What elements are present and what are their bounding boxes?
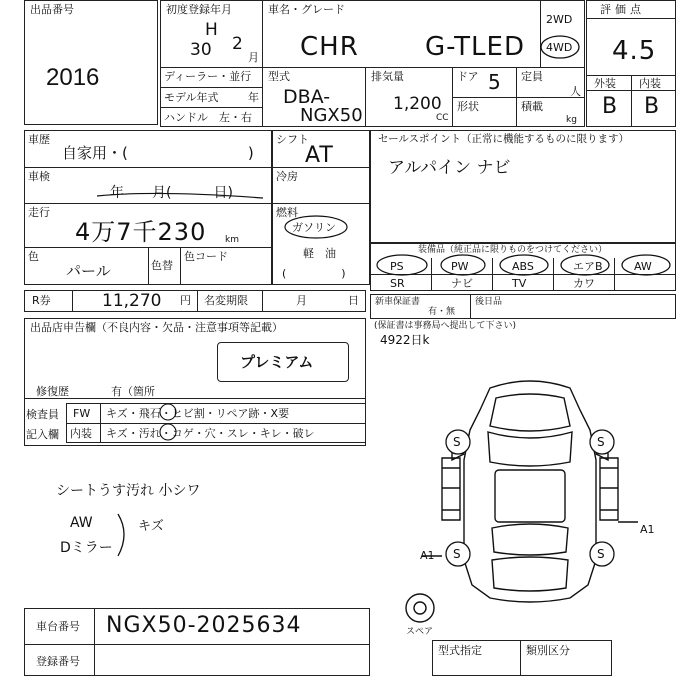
- fw-marks: [150, 402, 190, 442]
- equipment-item: SR: [390, 277, 405, 290]
- note-bracket: [110, 512, 140, 558]
- equipment-item: カワ: [573, 277, 595, 290]
- color-code-label: 色コード: [184, 250, 228, 263]
- mileage-label: 走行: [28, 206, 50, 219]
- yen-unit: 円: [180, 294, 191, 307]
- equipment-item: PW: [451, 260, 469, 273]
- inspection-strike: [95, 186, 265, 206]
- inspector-label-2: 記入欄: [26, 428, 59, 441]
- capacity-label: 定員: [521, 70, 543, 83]
- fw-items: キズ・飛石・ヒビ割・リペア跡・X要: [106, 407, 290, 420]
- doors-label: ドア: [457, 70, 479, 83]
- name-grade-label: 車名・グレード: [268, 3, 345, 16]
- spare-label: スペア: [406, 627, 434, 637]
- equipment-item: TV: [512, 277, 527, 290]
- interior-items: キズ・汚れ・コゲ・穴・スレ・キレ・破レ: [106, 427, 315, 440]
- premium-stamp: プレミアム: [240, 353, 314, 371]
- load-label: 積載: [521, 100, 543, 113]
- mileage-unit: km: [225, 235, 239, 245]
- wheel-mark-fl: S: [453, 435, 461, 449]
- recycle-label: R券: [32, 294, 51, 307]
- capacity-unit: 人: [570, 85, 581, 98]
- drive-4wd-circle: [540, 34, 580, 60]
- warranty-note-value: 4922日k: [380, 333, 430, 347]
- model-year-label: モデル年式: [164, 91, 219, 104]
- drive-2wd: 2WD: [546, 13, 573, 26]
- interior-value: B: [644, 94, 661, 119]
- inspection-label: 車検: [28, 170, 50, 183]
- repair-label: 修復歴: [36, 385, 69, 398]
- fuel-gasoline: ガソリン: [292, 221, 336, 234]
- name-change-month: 月: [296, 294, 307, 307]
- recycle-value: 11,270: [102, 291, 162, 311]
- type-value-2: NGX50: [300, 105, 363, 126]
- score-value: 4.5: [612, 36, 657, 66]
- sales-point-box: [370, 130, 676, 243]
- load-unit: kg: [566, 115, 577, 125]
- equipment-circles: [370, 250, 680, 280]
- equipment-label: 装備品（純正品に限りものをつけてください）: [418, 245, 608, 255]
- handle-label: ハンドル 左・右: [164, 111, 252, 124]
- note-line1: シートうす汚れ 小シワ: [56, 483, 201, 499]
- first-reg-year: 30: [190, 40, 212, 60]
- a1-left: A1: [420, 549, 435, 562]
- color-swap-label: 色替: [151, 259, 173, 272]
- after-date-label: 後日品: [475, 297, 503, 307]
- note-mirror: Dミラー: [60, 540, 113, 556]
- lot-box: [24, 0, 158, 125]
- car-name: CHR: [300, 32, 359, 62]
- wheel-mark-rl: S: [453, 547, 461, 561]
- warranty-label: 新車保証書: [375, 297, 421, 307]
- category-label: 類別区分: [526, 644, 570, 657]
- exterior-value: B: [602, 94, 619, 119]
- shift-value: AT: [305, 143, 334, 168]
- displacement-label: 排気量: [371, 70, 404, 83]
- type-label: 型式: [268, 70, 290, 83]
- fuel-paren: ( ): [282, 267, 346, 280]
- equipment-item: PS: [390, 260, 404, 273]
- lot-label: 出品番号: [30, 3, 74, 16]
- interior-check-label: 内装: [70, 427, 92, 440]
- color-value: パール: [66, 262, 111, 280]
- type-designation-label: 型式指定: [438, 644, 482, 657]
- report-label: 出品店申告欄（不良内容・欠品・注意事項等記載）: [30, 321, 283, 334]
- inspection-value: 年 月( 日): [110, 185, 233, 201]
- shift-label: シフト: [276, 133, 309, 146]
- wheel-mark-rr: S: [597, 547, 605, 561]
- sales-point-label: セールスポイント（正常に機能するものに限ります）: [378, 133, 630, 145]
- shape-label: 形状: [457, 100, 479, 113]
- chassis-label: 車台番号: [36, 620, 80, 633]
- fee-box: [24, 290, 366, 312]
- score-label: 評価点: [600, 3, 645, 16]
- warranty-value: 有・無: [428, 307, 456, 317]
- year-unit: 年: [248, 91, 259, 104]
- type-value-1: DBA-: [283, 86, 331, 108]
- a1-right: A1: [640, 523, 655, 536]
- note-aw: AW: [70, 515, 93, 531]
- repair-value: 有（箇所: [111, 385, 155, 398]
- history-value: 自家用・( ): [62, 144, 254, 162]
- equipment-item: ナビ: [451, 277, 473, 290]
- equipment-item: ABS: [512, 260, 534, 273]
- history-label: 車歴: [28, 133, 50, 146]
- exterior-label: 外装: [594, 77, 616, 90]
- equipment-item: AW: [634, 260, 652, 273]
- fuel-gasoline-circle: [284, 214, 348, 240]
- name-change-day: 日: [348, 294, 359, 307]
- dealer-label: ディーラー・並行: [164, 70, 252, 83]
- name-change-label: 名変期限: [204, 294, 248, 307]
- car-grade: G-TLED: [425, 32, 525, 62]
- first-reg-era: H: [205, 20, 218, 40]
- wheel-mark-fr: S: [597, 435, 605, 449]
- displacement-unit: CC: [436, 113, 449, 123]
- doors-value: 5: [488, 70, 501, 94]
- fuel-label: 燃料: [276, 206, 298, 219]
- chassis-value: NGX50-2025634: [106, 613, 302, 638]
- inspector-label-1: 検査員: [26, 408, 59, 421]
- fuel-light-oil: 軽 油: [303, 247, 336, 260]
- first-reg-month: 2: [232, 34, 243, 54]
- registration-label: 登録番号: [36, 655, 80, 668]
- sales-point-value: アルパイン ナビ: [388, 158, 511, 178]
- ac-label: 冷房: [276, 170, 298, 183]
- month-unit: 月: [248, 51, 259, 64]
- note-bracket-label: キズ: [138, 519, 164, 534]
- mileage-value: 4万7千230: [75, 218, 207, 246]
- displacement-value: 1,200: [393, 94, 442, 114]
- fw-label: FW: [73, 407, 91, 420]
- first-reg-label: 初度登録年月: [166, 3, 232, 16]
- color-label: 色: [28, 250, 39, 263]
- lot-value: 2016: [46, 64, 100, 91]
- car-diagram: [400, 370, 660, 620]
- warranty-note-label: (保証書は事務局へ提出して下さい): [374, 321, 517, 331]
- equipment-item: エアB: [573, 260, 603, 273]
- drive-4wd: 4WD: [546, 41, 573, 54]
- interior-label: 内装: [639, 77, 661, 90]
